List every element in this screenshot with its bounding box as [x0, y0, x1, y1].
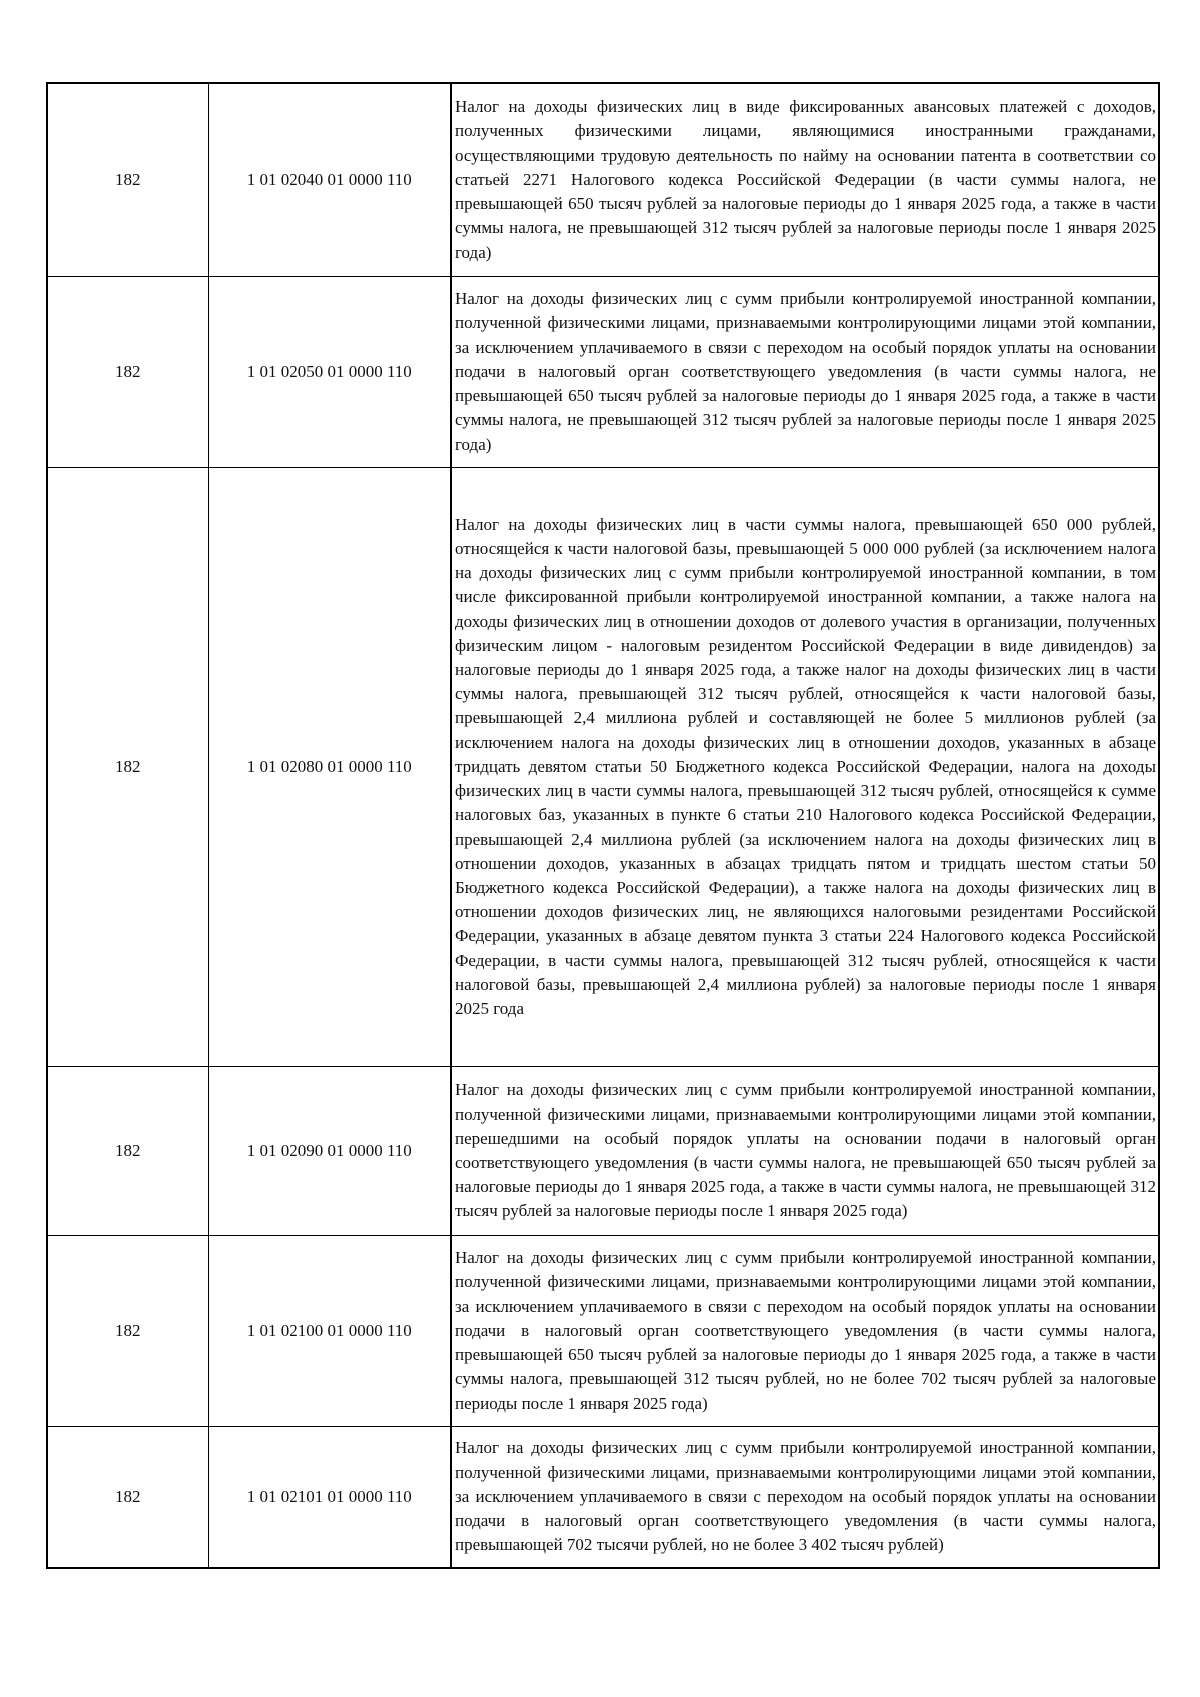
description-cell: Налог на доходы физических лиц с сумм прибыли контролируемой иностранной компании, полученной физическими лицами, признаваемыми контролирующими лицами этой компании, за исключением уплачиваемого в связи с переходом на особый порядок уплаты на основании подачи в налоговый орган соответствующего уведомления (в части суммы налога, не превышающей 650 тысяч рублей за налоговые периоды до 1 января 2025 года, а также в части суммы налога, не превышающей 312 тысяч рублей за налоговые периоды после 1 января 2025 года)	[451, 277, 1159, 468]
description-cell: Налог на доходы физических лиц в виде фиксированных авансовых платежей с доходов, полученных физическими лицами, являющимися иностранными гражданами, осуществляющими трудовую деятельность по найму на основании патента в соответствии со статьей 2271 Налогового кодекса Российской Федерации (в части суммы налога, не превышающей 650 тысяч рублей за налоговые периоды до 1 января 2025 года, а также в части суммы налога, не превышающей 312 тысяч рублей за налоговые периоды после 1 января 2025 года)	[451, 83, 1159, 277]
admin-code-cell: 182	[47, 1427, 208, 1569]
kbk-code-cell: 1 01 02090 01 0000 110	[208, 1067, 451, 1236]
kbk-code-cell: 1 01 02080 01 0000 110	[208, 468, 451, 1067]
admin-code-cell: 182	[47, 1236, 208, 1427]
budget-codes-table	[46, 82, 1160, 1569]
description-cell: Налог на доходы физических лиц с сумм прибыли контролируемой иностранной компании, полученной физическими лицами, признаваемыми контролирующими лицами этой компании, за исключением уплачиваемого в связи с переходом на особый порядок уплаты на основании подачи в налоговый орган соответствующего уведомления (в части суммы налога, превышающей 650 тысяч рублей за налоговые периоды до 1 января 2025 года, а также в части суммы налога, превышающей 312 тысяч рублей, но не более 702 тысяч рублей за налоговые периоды после 1 января 2025 года)	[451, 1236, 1159, 1427]
kbk-code-cell: 1 01 02100 01 0000 110	[208, 1236, 451, 1427]
admin-code-cell: 182	[47, 277, 208, 468]
description-cell: Налог на доходы физических лиц с сумм прибыли контролируемой иностранной компании, полученной физическими лицами, признаваемыми контролирующими лицами этой компании, за исключением уплачиваемого в связи с переходом на особый порядок уплаты на основании подачи в налоговый орган соответствующего уведомления (в части суммы налога, превышающей 702 тысячи рублей, но не более 3 402 тысяч рублей)	[451, 1427, 1159, 1569]
table-row	[47, 277, 1159, 468]
description-cell: Налог на доходы физических лиц в части суммы налога, превышающей 650 000 рублей, относящейся к части налоговой базы, превышающей 5 000 000 рублей (за исключением налога на доходы физических лиц с сумм прибыли контролируемой иностранной компании, в том числе фиксированной прибыли контролируемой иностранной компании, а также налога на доходы физических лиц в отношении доходов от долевого участия в организации, полученных физическим лицом - налоговым резидентом Российской Федерации в виде дивидендов) за налоговые периоды до 1 января 2025 года, а также налог на доходы физических лиц в части суммы налога, превышающей 312 тысяч рублей, относящейся к части налоговой базы, превышающей 2,4 миллиона рублей и составляющей не более 5 миллионов рублей (за исключением налога на доходы физических лиц в отношении доходов, указанных в абзаце тридцать девятом статьи 50 Бюджетного кодекса Российской Федерации, налога на доходы физических лиц в части суммы налога, превышающей 312 тысяч рублей, относящейся к сумме налоговых баз, указанных в пункте 6 статьи 210 Налогового кодекса Российской Федерации, превышающей 2,4 миллиона рублей (за исключением налога на доходы физических лиц в отношении доходов, указанных в абзацах тридцать пятом и тридцать шестом статьи 50 Бюджетного кодекса Российской Федерации), а также налога на доходы физических лиц в отношении доходов физических лиц, не являющихся налоговыми резидентами Российской Федерации, указанных в абзаце девятом пункта 3 статьи 224 Налогового кодекса Российской Федерации, в части суммы налога, превышающей 312 тысяч рублей, относящейся к части налоговой базы, превышающей 2,4 миллиона рублей) за налоговые периоды после 1 января 2025 года	[451, 468, 1159, 1067]
table-row	[47, 468, 1159, 1067]
table-row	[47, 1236, 1159, 1427]
kbk-code-cell: 1 01 02050 01 0000 110	[208, 277, 451, 468]
table-row	[47, 1427, 1159, 1569]
admin-code-cell: 182	[47, 83, 208, 277]
table-row	[47, 83, 1159, 277]
description-cell: Налог на доходы физических лиц с сумм прибыли контролируемой иностранной компании, полученной физическими лицами, признаваемыми контролирующими лицами этой компании, перешедшими на особый порядок уплаты на основании подачи в налоговый орган соответствующего уведомления (в части суммы налога, не превышающей 650 тысяч рублей за налоговые периоды до 1 января 2025 года, а также в части суммы налога, не превышающей 312 тысяч рублей за налоговые периоды после 1 января 2025 года)	[451, 1067, 1159, 1236]
admin-code-cell: 182	[47, 1067, 208, 1236]
admin-code-cell: 182	[47, 468, 208, 1067]
kbk-code-cell: 1 01 02040 01 0000 110	[208, 83, 451, 277]
table-row	[47, 1067, 1159, 1236]
kbk-code-cell: 1 01 02101 01 0000 110	[208, 1427, 451, 1569]
